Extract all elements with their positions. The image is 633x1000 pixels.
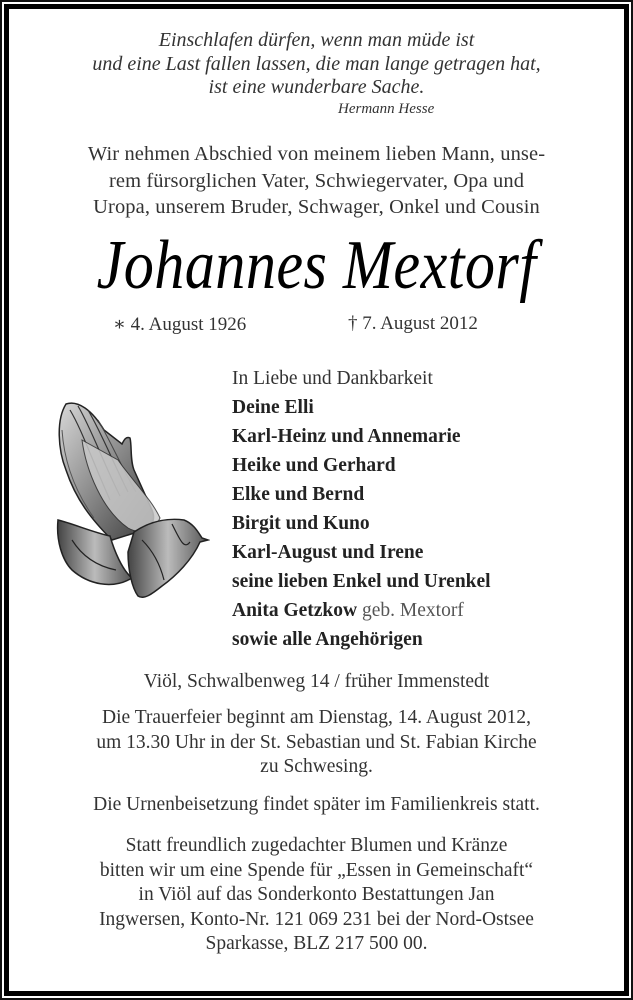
quote-line: Einschlafen dürfen, wenn man müde ist: [158, 29, 475, 51]
family-member: Birgit und Kuno: [232, 513, 370, 534]
funeral-service-info: [0, 706, 633, 780]
urn-burial-info: Die Urnenbeisetzung findet später im Familienkreis statt.: [93, 794, 540, 815]
address: Viöl, Schwalbenweg 14 / früher Immenstedt: [143, 671, 490, 692]
family-member: Heike und Gerhard: [232, 455, 396, 476]
donation-line: Sparkasse, BLZ 217 500 00.: [205, 933, 428, 954]
quote-line: und eine Last fallen lassen, die man lange getragen hat,: [92, 52, 541, 75]
family-list: [232, 364, 491, 654]
family-member: Karl-August und Irene: [232, 542, 424, 563]
deceased-name: Johannes Mextorf: [96, 227, 537, 304]
anita-maiden-name: geb. Mextorf: [357, 600, 464, 621]
quote-block: [0, 29, 633, 100]
donation-line: Statt freundlich zugedachter Blumen und Kränze: [125, 835, 508, 856]
quote-author: Hermann Hesse: [338, 101, 435, 117]
death-date: † 7. August 2012: [348, 313, 478, 334]
service-line: zu Schwesing.: [260, 756, 373, 777]
family-member: seine lieben Enkel und Urenkel: [232, 571, 491, 592]
farewell-text: [0, 141, 633, 221]
family-member-anita: [232, 596, 491, 625]
service-line: um 13.30 Uhr in der St. Sebastian und St. Fabian Kirche: [96, 731, 537, 753]
family-intro: In Liebe und Dankbarkeit: [232, 368, 433, 389]
quote-line: ist eine wunderbare Sache.: [208, 76, 425, 98]
family-member: Karl-Heinz und Annemarie: [232, 426, 461, 447]
praying-hands-icon: [52, 400, 210, 604]
farewell-line: rem fürsorglichen Vater, Schwiegervater, Opa und: [108, 169, 525, 192]
donation-line: in Viöl auf das Sonderkonto Bestattungen Jan: [138, 884, 495, 905]
donation-info: [0, 834, 633, 957]
family-closing: sowie alle Angehörigen: [232, 629, 423, 650]
donation-line: bitten wir um eine Spende für „Essen in Gemeinschaft“: [99, 859, 534, 881]
service-line: Die Trauerfeier beginnt am Dienstag, 14. August 2012,: [102, 707, 531, 728]
family-member: Deine Elli: [232, 397, 314, 418]
farewell-line: Wir nehmen Abschied von meinem lieben Mann, unse-: [87, 143, 546, 165]
birth-date: ∗ 4. August 1926: [113, 314, 247, 335]
farewell-line: Uropa, unserem Bruder, Schwager, Onkel und Cousin: [93, 196, 540, 218]
donation-line: Ingwersen, Konto-Nr. 121 069 231 bei der Nord-Ostsee: [99, 908, 534, 930]
family-member: Elke und Bernd: [232, 484, 365, 505]
anita-name: Anita Getzkow: [232, 600, 358, 621]
